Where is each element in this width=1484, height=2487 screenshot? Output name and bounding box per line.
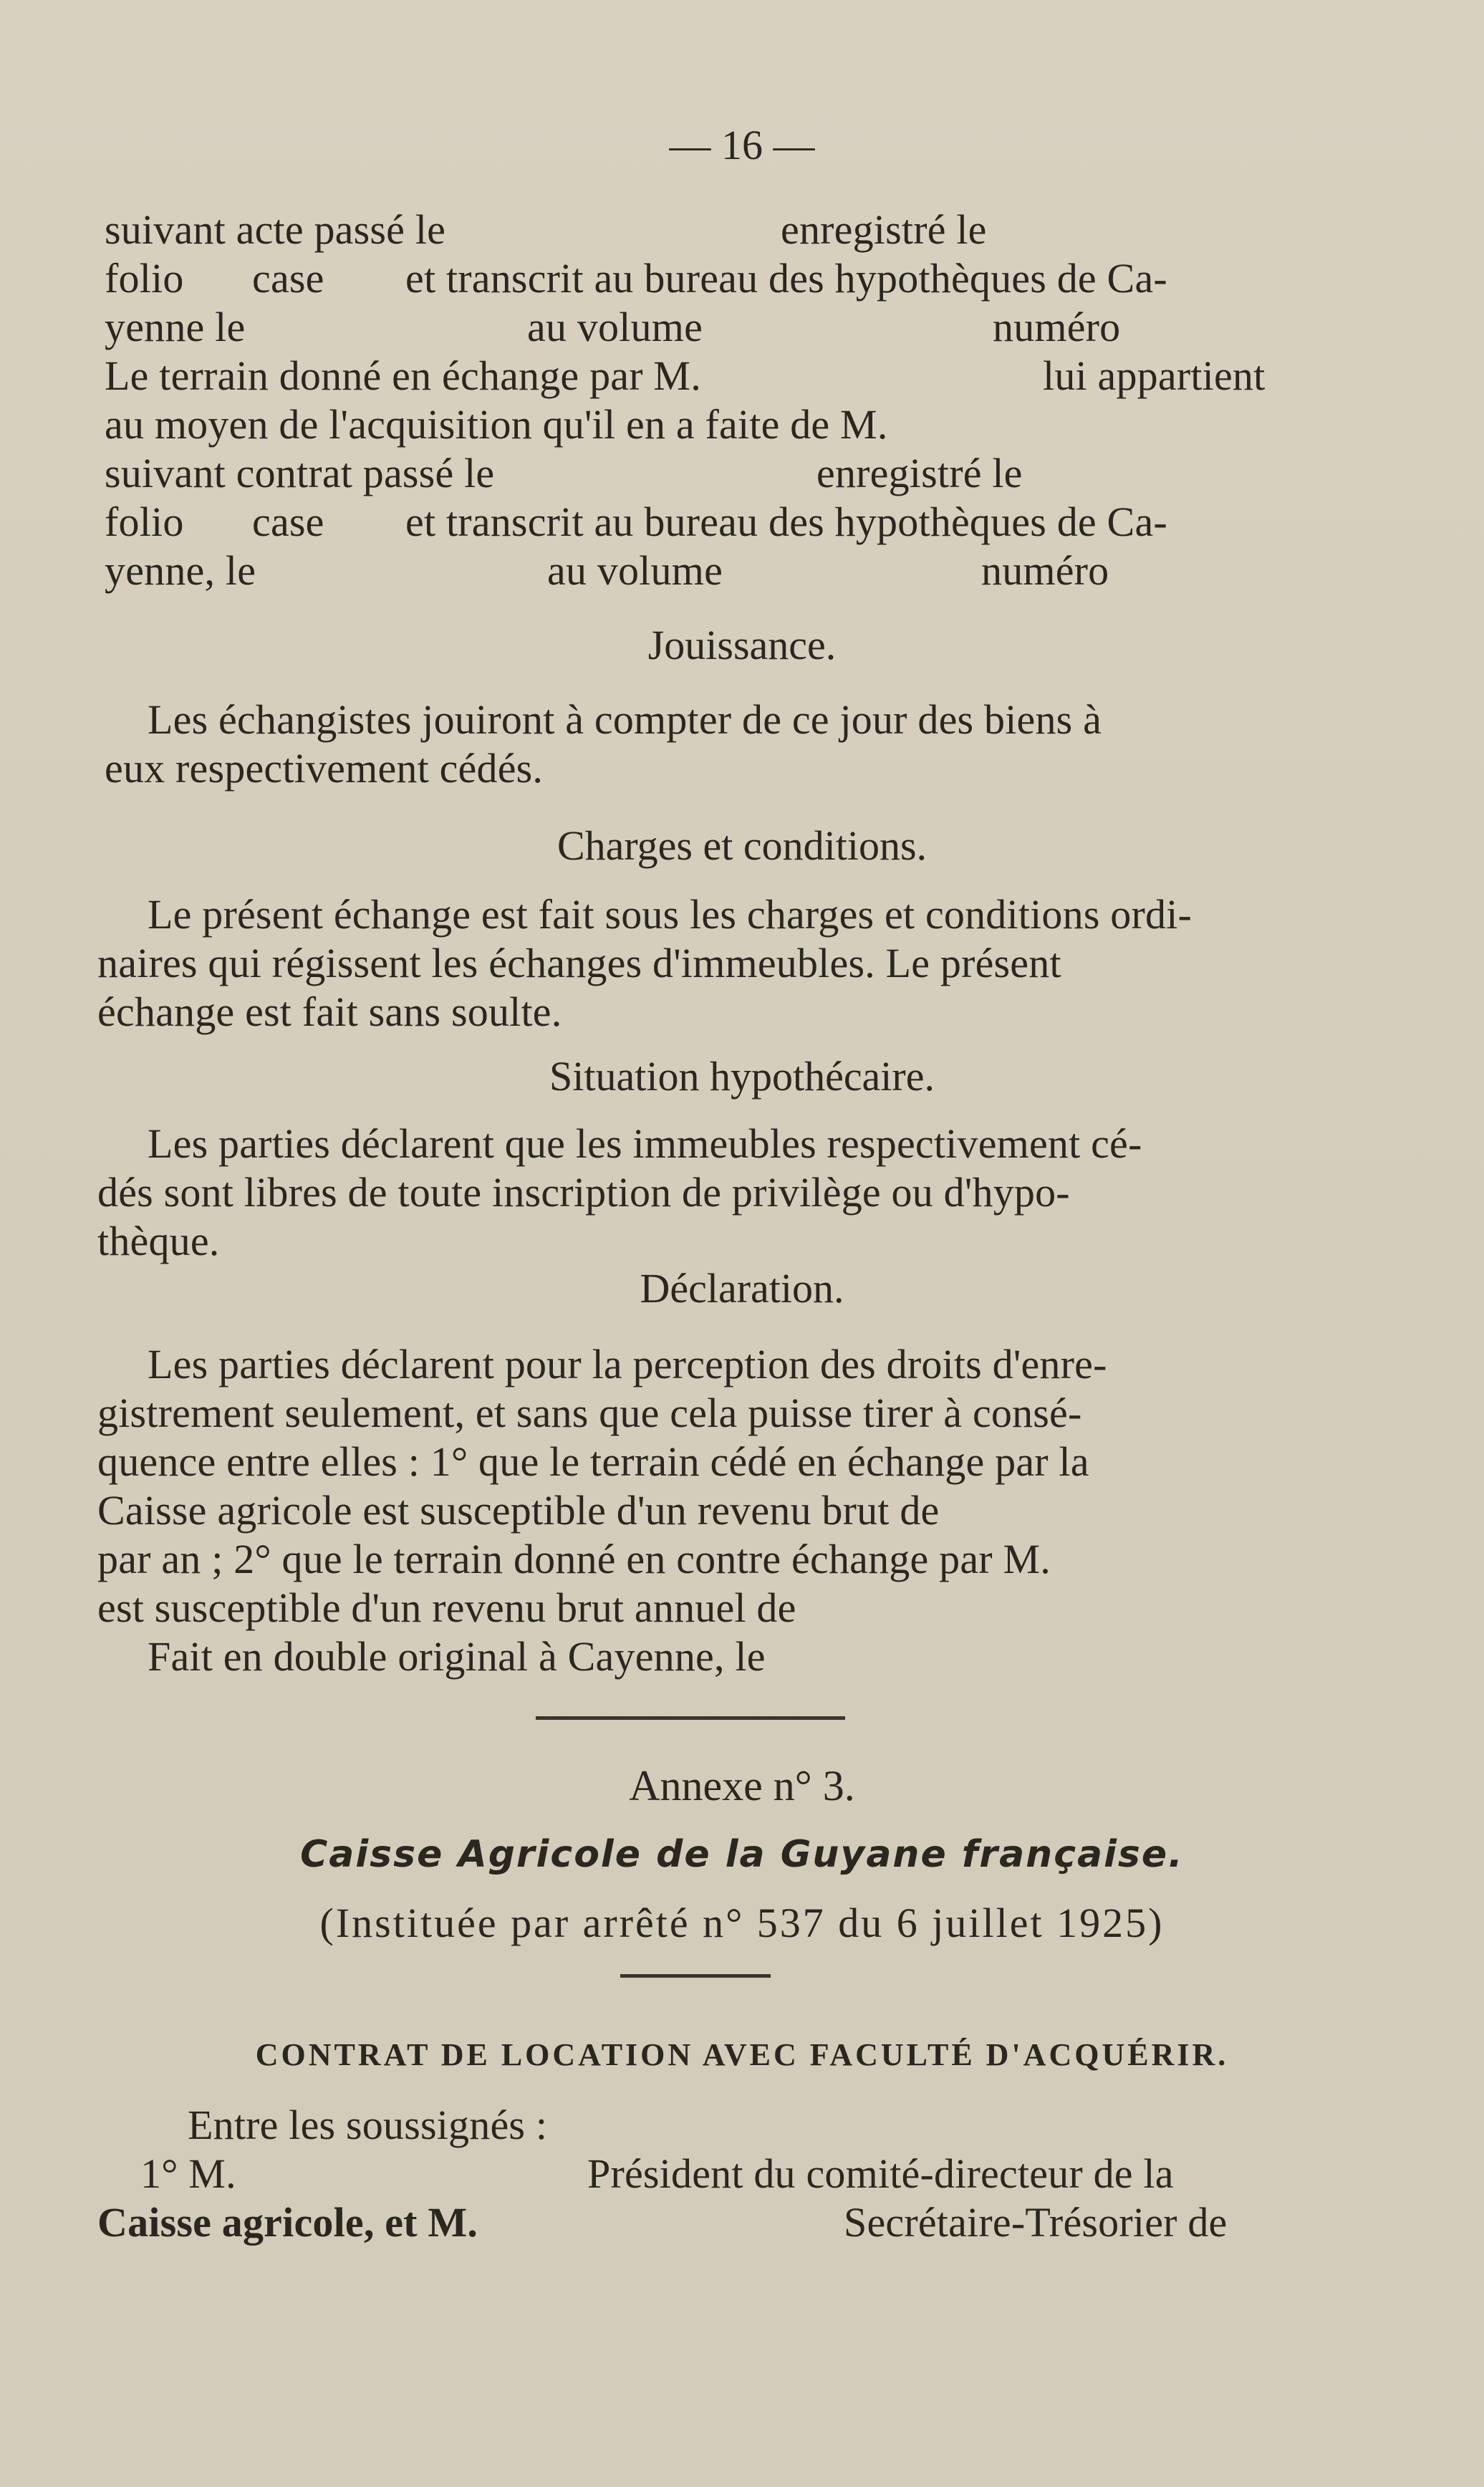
text-line: numéro <box>993 304 1121 350</box>
text-line: lui appartient <box>1043 352 1266 399</box>
party-one-role: Président du comité-directeur de la <box>587 2150 1174 2197</box>
section-body-line: quence entre elles : 1° que le terrain cédé en échange par la <box>97 1438 1089 1485</box>
section-body-line: Caisse agricole est susceptible d'un revenu brut de <box>97 1487 940 1534</box>
section-body-line: eux respectivement cédés. <box>105 745 544 792</box>
contract-title: CONTRAT DE LOCATION AVEC FACULTÉ D'ACQUÉRIR. <box>255 2037 1229 2072</box>
institution-note: (Instituée par arrêté n° 537 du 6 juillet 1925) <box>319 1900 1165 1946</box>
text-line: yenne, le <box>105 547 256 594</box>
text-line: suivant acte passé le <box>105 206 446 253</box>
text-line: et transcrit au bureau des hypothèques de Ca- <box>405 499 1167 545</box>
section-body-line: échange est fait sans soulte. <box>97 988 562 1035</box>
section-body-line: Les parties déclarent que les immeubles respectivement cé- <box>148 1120 1142 1167</box>
section-body-line: gistrement seulement, et sans que cela puisse tirer à consé- <box>97 1390 1082 1436</box>
short-rule <box>620 1974 771 1978</box>
text-line: case <box>252 499 324 545</box>
section-heading: Jouissance. <box>647 622 837 668</box>
page-number: — 16 — <box>669 122 815 168</box>
section-heading: Déclaration. <box>640 1265 844 1312</box>
text-line: numéro <box>981 547 1109 594</box>
section-heading: Charges et conditions. <box>556 822 928 869</box>
section-body-line: Les échangistes jouiront à compter de ce jour des biens à <box>148 696 1102 743</box>
text-line: folio <box>105 499 184 545</box>
text-line: au moyen de l'acquisition qu'il en a faite de M. <box>105 401 888 448</box>
party-one-label: 1° M. <box>140 2150 236 2197</box>
text-line: au volume <box>527 304 703 350</box>
party-two-role: Secrétaire-Trésorier de <box>844 2199 1228 2246</box>
section-body-line: Les parties déclarent pour la perception des droits d'enre- <box>148 1341 1107 1387</box>
annex-title: Annexe n° 3. <box>629 1762 855 1809</box>
section-body-line: Le présent échange est fait sous les charges et conditions ordi- <box>148 891 1192 938</box>
text-line: enregistré le <box>816 450 1023 496</box>
text-line: suivant contrat passé le <box>105 450 495 496</box>
text-line: folio <box>105 255 184 302</box>
parties-intro: Entre les soussignés : <box>188 2102 548 2148</box>
section-body-line: est susceptible d'un revenu brut annuel de <box>97 1584 796 1631</box>
section-body-line: naires qui régissent les échanges d'immeubles. Le présent <box>97 940 1061 986</box>
text-line: case <box>252 255 324 302</box>
text-line: au volume <box>547 547 723 594</box>
party-two-label: Caisse agricole, et M. <box>97 2199 478 2246</box>
text-line: et transcrit au bureau des hypothèques de Ca- <box>405 255 1167 302</box>
text-line: yenne le <box>105 304 246 350</box>
separator-rule <box>536 1716 845 1720</box>
section-body-line: thèque. <box>97 1218 220 1264</box>
organization-name: Caisse Agricole de la Guyane française. <box>300 1833 1184 1876</box>
text-line: enregistré le <box>781 206 987 253</box>
section-body-line: dés sont libres de toute inscription de privilège ou d'hypo- <box>97 1169 1070 1216</box>
section-body-line: Fait en double original à Cayenne, le <box>148 1633 766 1680</box>
section-body-line: par an ; 2° que le terrain donné en contre échange par M. <box>97 1536 1051 1582</box>
section-heading: Situation hypothécaire. <box>549 1053 935 1100</box>
text-line: Le terrain donné en échange par M. <box>105 352 701 399</box>
